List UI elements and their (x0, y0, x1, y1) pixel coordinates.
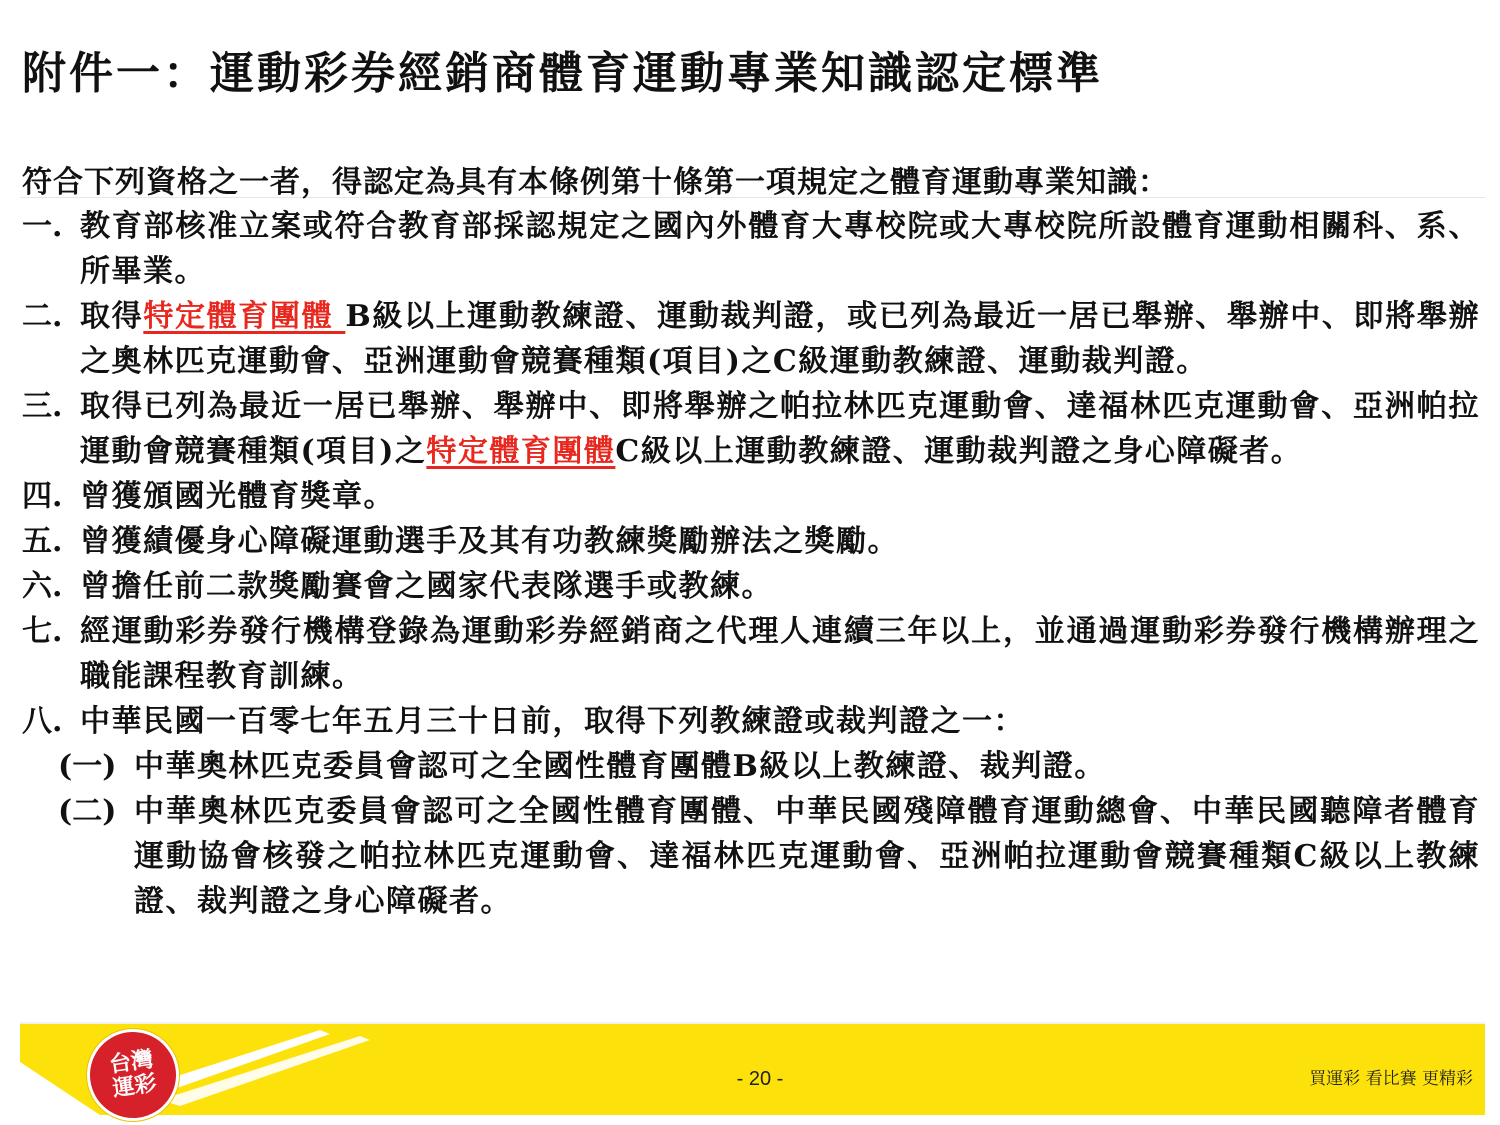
criteria-item-8 (22, 699, 1480, 744)
item-number: 二. (22, 299, 63, 334)
criteria-item-5 (22, 519, 1480, 564)
highlight-term: 特定體育團體 (143, 299, 346, 334)
item-text-post: B級以上運動教練證、運動裁判證，或已列為最近一居已舉辦、舉辦中、即將舉辦之奧林匹克運動會、亞洲運動會競賽種類(項目)之C級運動教練證、運動裁判證。 (80, 299, 1481, 379)
item-text-pre: 取得已列為最近一居已舉辦、舉辦中、即將舉辦之帕拉林匹克運動會、達福林匹克運動會、亞洲帕拉運動會競賽種類(項目)之 (80, 389, 1480, 469)
item-number: 八. (22, 704, 63, 739)
item-text: 中華民國一百零七年五月三十日前，取得下列教練證或裁判證之一： (80, 704, 1025, 739)
sub-item-text: 中華奧林匹克委員會認可之全國性體育團體、中華民國殘障體育運動總會、中華民國聽障者體育運動協會核發之帕拉林匹克運動會、達福林匹克運動會、亞洲帕拉運動會競賽種類C級以上教練證、裁判證之身心障礙者。 (134, 794, 1480, 919)
sub-item-number: (二) (58, 794, 117, 829)
item-number: 三. (22, 389, 63, 424)
item-number: 一. (22, 209, 63, 244)
criteria-list (22, 204, 1480, 924)
item-text (80, 384, 1480, 474)
item-text: 教育部核准立案或符合教育部採認規定之國內外體育大專校院或大專校院所設體育運動相關科、系、所畢業。 (80, 209, 1480, 289)
logo-text-line2: 運彩 (111, 1070, 159, 1102)
sub-item-2 (22, 789, 1480, 924)
intro-text: 符合下列資格之一者，得認定為具有本條例第十條第一項規定之體育運動專業知識： (22, 165, 1169, 200)
item-text: 曾獲績優身心障礙運動選手及其有功教練獎勵辦法之獎勵。 (80, 524, 899, 559)
item-text-post: C級以上運動教練證、運動裁判證之身心障礙者。 (615, 434, 1303, 469)
criteria-item-7 (22, 609, 1480, 699)
page-number: - 20 - (736, 1068, 784, 1090)
item-text: 經運動彩券發行機構登錄為運動彩券經銷商之代理人連續三年以上，並通過運動彩券發行機構辦理之職能課程教育訓練。 (80, 614, 1480, 694)
criteria-item-3 (22, 384, 1480, 474)
item-number: 七. (22, 614, 63, 649)
criteria-item-4 (22, 474, 1480, 519)
sub-item-text: 中華奧林匹克委員會認可之全國性體育團體B級以上教練證、裁判證。 (134, 749, 1106, 784)
footer-banner (20, 1022, 1485, 1115)
logo-text-line1: 台灣 (107, 1047, 155, 1079)
item-number: 五. (22, 524, 63, 559)
footer-slogan: 買運彩 看比賽 更精彩 (1309, 1069, 1473, 1089)
item-text: 曾擔任前二款獎勵賽會之國家代表隊選手或教練。 (80, 569, 773, 604)
sub-item-1 (22, 744, 1480, 789)
item-text-pre: 取得 (80, 299, 144, 334)
sub-item-number: (一) (58, 749, 117, 784)
item-number: 六. (22, 569, 63, 604)
criteria-item-6 (22, 564, 1480, 609)
criteria-item-2 (22, 294, 1480, 384)
item-text (80, 294, 1480, 384)
highlight-term: 特定體育團體 (426, 434, 616, 469)
item-text: 曾獲頒國光體育獎章。 (80, 479, 395, 514)
page-title: 附件一：運動彩券經銷商體育運動專業知識認定標準 (22, 48, 1103, 99)
item-number: 四. (22, 479, 63, 514)
criteria-item-1 (22, 204, 1480, 294)
